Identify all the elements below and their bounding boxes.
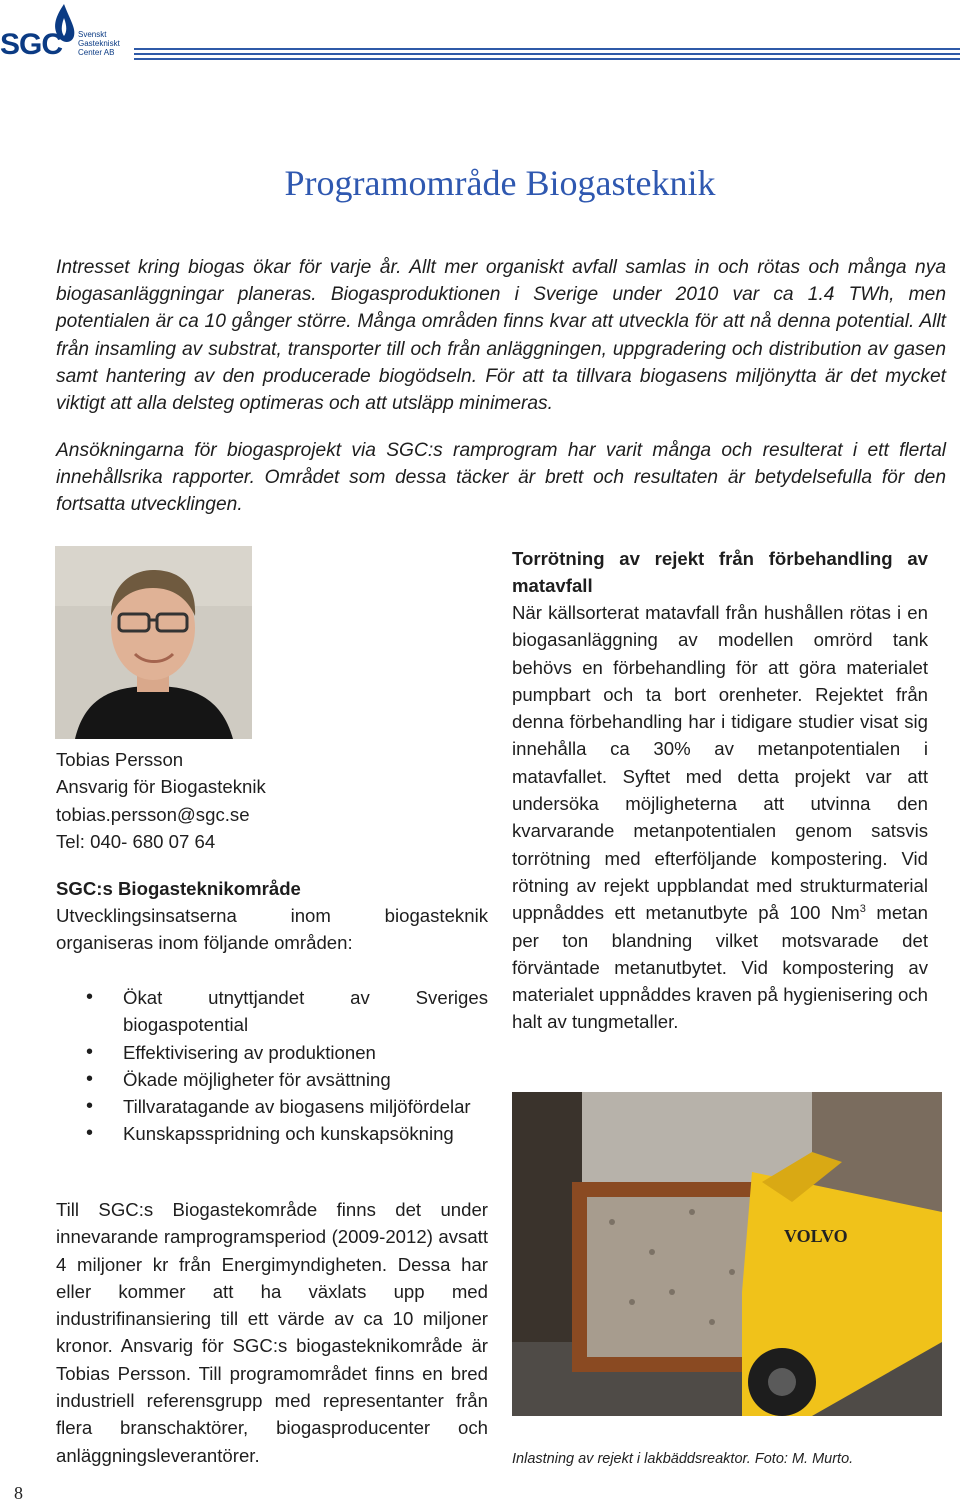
left-intro-text: Utvecklingsinsatserna inom biogasteknik organiseras inom följande områden: <box>56 905 488 954</box>
list-item: • Kunskapsspridning och kunskapsökning <box>56 1120 488 1147</box>
contact-name: Tobias Persson <box>56 749 184 770</box>
list-item: • Ökat utnyttjandet av Sveriges biogaspotential <box>56 984 488 1039</box>
machine-brand-label: VOLVO <box>784 1226 848 1246</box>
focus-areas-list <box>56 984 488 1148</box>
header-rule-2 <box>134 53 960 55</box>
photo-caption: Inlastning av rejekt i lakbäddsreaktor. Foto: M. Murto. <box>512 1451 854 1467</box>
header-rule-1 <box>134 48 960 50</box>
right-body-text: När källsorterat matavfall från hushållen rötas i en biogasanläggning av modellen omrörd tank behövs en förbehandling för att göra materialet pumpbart och ta bort orenheter. Rejektet från denna förbehandling har i tidigare studier visat sig innehålla ca 30% av metanpotentialen i matavfallet. Syftet med detta projekt var att undersöka möjligheterna att utvinna den kvarvarande metanpotentialen genom satsvis torrötning med efterföljande kompostering. Vid rötning av rejekt uppblandat med strukturmaterial uppnåddes ett metanutbyte på 100 Nm$^3$ metan per ton blandning vilket motsvarade det förväntade metanutbytet. Vid kompostering av materialet uppnåddes kraven på hygienisering och halt av tungmetaller. <box>512 602 929 1033</box>
header-rule-3 <box>134 58 960 60</box>
intro-section-2 <box>56 437 946 519</box>
logo-subtitle: Svenskt Gastekniskt Center AB <box>78 30 120 57</box>
page-number: 8 <box>14 1483 23 1503</box>
page-title: Programområde Biogasteknik <box>284 163 716 203</box>
contact-block <box>56 746 456 855</box>
intro-paragraph-2: Ansökningarna för biogasprojekt via SGC:s ramprogram har varit många och resulterat i ett flertal innehållsrika rapporter. Området som dessa täcker är brett och resultaten är betydelsefulla för den fortsatta utvecklingen. <box>56 440 946 516</box>
list-item: • Effektivisering av produktionen <box>56 1039 488 1066</box>
contact-role: Ansvarig för Biogasteknik <box>56 776 266 798</box>
left-closing-text: Till SGC:s Biogastekområde finns det under innevarande ramprogramsperiod (2009-2012) avsatt 4 miljoner kr från Energimyndigheten. Dessa har eller kommer att ha växlats upp med industrifinansiering till ett värde av ca 10 miljoner kronor. Ansvarig för SGC:s biogasteknikområde är Tobias Persson. Till programområdet finns en bred industriell referensgrupp med representanter från flera branschaktörer, biogasproducenter och anläggningsleverantörer. <box>56 1199 488 1466</box>
contact-phone: Tel: 040- 680 07 64 <box>56 830 216 852</box>
left-section-heading: SGC:s Biogasteknikområde <box>56 878 301 899</box>
contact-email[interactable]: tobias.persson@sgc.se <box>56 803 250 825</box>
intro-section <box>56 254 946 417</box>
right-section-heading: Torrötning av rejekt från förbehandling av matavfall <box>512 548 928 597</box>
reactor-photo <box>512 1092 942 1416</box>
intro-paragraph-1: Intresset kring biogas ökar för varje år. Allt mer organiskt avfall samlas in och rötas och många nya biogasanläggningar planeras. Biogasproduktionen i Sverige under 2010 var ca 1.4 TWh, men potentialen är ca 10 gånger större. Många områden finns kvar att utveckla för att nå denna potential. Allt från insamling av substrat, transporter till och från anläggningen, uppgradering och distribution av gasen samt hantering av den producerade biogödseln. För att ta tillvara biogasens miljönytta är det mycket viktigt att alla delsteg optimeras och att utsläpp minimeras. <box>56 257 946 415</box>
list-item: • Tillvaratagande av biogasens miljöfördelar <box>56 1093 488 1120</box>
logo-wordmark: SGC <box>0 28 63 61</box>
list-item: • Ökade möjligheter för avsättning <box>56 1066 488 1093</box>
person-photo <box>55 546 252 739</box>
